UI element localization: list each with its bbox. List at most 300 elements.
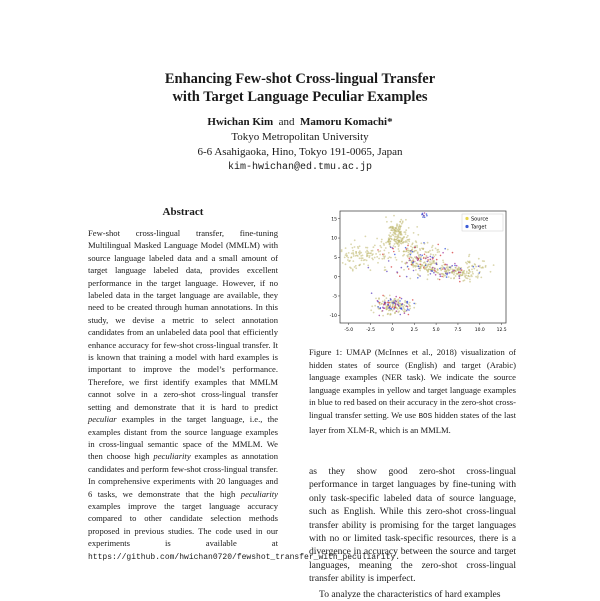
source-point [469, 276, 471, 278]
source-point [493, 264, 495, 266]
source-point [403, 269, 405, 271]
target-point [399, 300, 401, 302]
source-point [448, 276, 450, 278]
source-point [412, 242, 414, 244]
source-point [344, 257, 346, 259]
target-point [423, 267, 425, 269]
source-point [387, 313, 389, 315]
source-point [415, 241, 417, 243]
source-point [435, 254, 437, 256]
source-point [402, 255, 404, 257]
target-point [446, 276, 448, 278]
source-point [391, 300, 393, 302]
target-point [393, 251, 395, 253]
target-point [430, 259, 432, 261]
target-point [439, 279, 441, 281]
source-point [390, 232, 392, 234]
target-point [406, 310, 408, 312]
target-point [396, 271, 398, 273]
source-point [398, 244, 400, 246]
source-point [461, 275, 463, 277]
source-point [395, 257, 397, 259]
source-point [352, 252, 354, 254]
target-point [394, 254, 396, 256]
source-point [393, 215, 395, 217]
source-point [376, 256, 378, 258]
source-point [409, 308, 411, 310]
caption-bos: BOS [418, 412, 433, 421]
source-point [381, 303, 383, 305]
source-point [355, 255, 357, 257]
source-point [416, 246, 418, 248]
source-point [424, 261, 426, 263]
source-point [401, 238, 403, 240]
source-point [381, 241, 383, 243]
target-point [449, 272, 451, 274]
source-point [350, 243, 352, 245]
source-point [345, 247, 347, 249]
y-tick-label: 5 [334, 255, 337, 261]
source-point [366, 260, 368, 262]
source-point [398, 240, 400, 242]
target-point [420, 258, 422, 260]
source-point [389, 256, 391, 258]
source-point [401, 261, 403, 263]
x-tick-label: 10.0 [474, 328, 485, 333]
target-point [401, 267, 403, 269]
y-axis-ticks [330, 216, 340, 319]
source-point [415, 265, 417, 267]
target-point [411, 264, 413, 266]
source-point [387, 258, 389, 260]
source-point [402, 222, 404, 224]
legend-target-marker [465, 225, 468, 228]
abstract-p3: examples as annotation candidates and perform few-shot cross-lingual transfer. In comprehensive experiments with 20 languages and 6 tasks, we demonstrate that the high [88, 451, 278, 499]
source-point [419, 248, 421, 250]
x-tick-label: -2.5 [366, 328, 375, 333]
target-point [442, 252, 444, 254]
target-point [384, 303, 386, 305]
source-point [409, 278, 411, 280]
address: 6-6 Asahigaoka, Hino, Tokyo 191-0065, Japan [197, 146, 403, 158]
source-point [443, 262, 445, 264]
target-point [427, 261, 429, 263]
source-point [450, 277, 452, 279]
target-point [407, 266, 409, 268]
source-point [419, 260, 421, 262]
source-point [403, 236, 405, 238]
target-point [440, 275, 442, 277]
source-point [416, 226, 418, 228]
source-point [453, 277, 455, 279]
target-point [413, 303, 415, 305]
source-point [408, 304, 410, 306]
source-point [384, 299, 386, 301]
source-point [385, 247, 387, 249]
source-point [427, 270, 429, 272]
target-point [449, 267, 451, 269]
source-point [490, 271, 492, 273]
target-point [419, 264, 421, 266]
source-point [414, 261, 416, 263]
source-point [359, 245, 361, 247]
target-point [410, 254, 412, 256]
source-point [378, 258, 380, 260]
target-point [420, 254, 422, 256]
target-point [377, 306, 379, 308]
source-point [403, 250, 405, 252]
abstract-peculiarity-2: peculiarity [240, 488, 278, 499]
source-point [429, 266, 431, 268]
target-point [399, 275, 401, 277]
target-point [400, 314, 402, 316]
source-point [367, 247, 369, 249]
target-point [479, 272, 481, 274]
source-point [442, 260, 444, 262]
source-point [373, 246, 375, 248]
source-point [476, 269, 478, 271]
target-point [444, 264, 446, 266]
source-point [404, 304, 406, 306]
y-tick-label: -5 [332, 294, 337, 300]
source-point [393, 234, 395, 236]
target-point [421, 214, 423, 216]
target-point [434, 268, 436, 270]
author-2: Mamoru Komachi* [300, 116, 393, 128]
target-point [423, 215, 425, 217]
author-and: and [278, 116, 295, 128]
source-point [417, 234, 419, 236]
source-point [433, 261, 435, 263]
source-point [397, 308, 399, 310]
source-point [350, 267, 352, 269]
source-point [345, 263, 347, 265]
source-point [398, 310, 400, 312]
target-point [418, 265, 420, 267]
target-point [427, 259, 429, 261]
source-point [379, 254, 381, 256]
source-point [463, 270, 465, 272]
source-point [469, 281, 471, 283]
source-point [372, 250, 374, 252]
source-point [430, 253, 432, 255]
target-point [425, 257, 427, 259]
target-point [432, 258, 434, 260]
code-url-link[interactable]: https://github.com/hwichan0720/fewshot_transfer_with_peculiarity. [88, 552, 401, 562]
target-point [444, 248, 446, 250]
source-point [394, 243, 396, 245]
source-point [399, 306, 401, 308]
y-tick-label: 15 [331, 217, 337, 223]
source-point [363, 263, 365, 265]
source-point [381, 258, 383, 260]
target-point [377, 249, 379, 251]
abstract-p4: examples improve the target language accuracy compared to other candidate selection methods proposed in previous studies. The code used in our experiments is available at [88, 500, 278, 549]
x-tick-label: 7.5 [454, 328, 462, 333]
source-point [378, 251, 380, 253]
target-point [390, 246, 392, 248]
target-point [405, 247, 407, 249]
source-point [403, 241, 405, 243]
target-point [410, 250, 412, 252]
source-point [388, 241, 390, 243]
target-point [424, 212, 426, 214]
source-point [384, 250, 386, 252]
target-point [461, 269, 463, 271]
abstract-peculiarity-1: peculiarity [153, 451, 191, 462]
source-point [399, 237, 401, 239]
target-point [386, 271, 388, 273]
source-point [378, 298, 380, 300]
target-point [459, 281, 461, 283]
source-point [408, 241, 410, 243]
source-point [378, 308, 380, 310]
source-point [388, 252, 390, 254]
source-point [352, 260, 354, 262]
source-point [474, 264, 476, 266]
target-point [419, 275, 421, 277]
source-point [365, 236, 367, 238]
source-point [353, 255, 355, 257]
source-point [412, 258, 414, 260]
target-point [422, 216, 424, 218]
target-point [407, 245, 409, 247]
source-point [414, 250, 416, 252]
source-point [348, 252, 350, 254]
target-point [459, 277, 461, 279]
source-point [381, 239, 383, 241]
source-point [455, 267, 457, 269]
source-point [420, 266, 422, 268]
source-point [361, 259, 363, 261]
source-point [405, 219, 407, 221]
source-point [367, 255, 369, 257]
target-point [379, 302, 381, 304]
source-point [389, 295, 391, 297]
target-point [445, 272, 447, 274]
target-point [451, 265, 453, 267]
source-point [397, 243, 399, 245]
source-point [468, 273, 470, 275]
target-point [478, 265, 480, 267]
body-paragraph-2: To analyze the characteristics of hard examples [319, 588, 501, 600]
source-point [382, 301, 384, 303]
source-point [400, 219, 402, 221]
author-block [0, 115, 600, 175]
target-point [377, 300, 379, 302]
source-point [395, 241, 397, 243]
source-point [413, 232, 415, 234]
target-point [418, 268, 420, 270]
target-point [423, 242, 425, 244]
target-point [380, 307, 382, 309]
source-point [354, 246, 356, 248]
source-point [374, 257, 376, 259]
source-point [472, 271, 474, 273]
source-point [395, 230, 397, 232]
source-point [417, 253, 419, 255]
caption-part-b: hidden states of the last layer from XLM-R, which is an MMLM. [309, 409, 516, 435]
source-point [370, 269, 372, 271]
target-point [408, 314, 410, 316]
target-point [417, 260, 419, 262]
source-point [453, 272, 455, 274]
target-point [433, 272, 435, 274]
source-point [477, 275, 479, 277]
target-point [401, 298, 403, 300]
source-point [389, 304, 391, 306]
source-point [371, 254, 373, 256]
source-point [395, 239, 397, 241]
source-point [392, 310, 394, 312]
source-point [408, 227, 410, 229]
source-point [466, 272, 468, 274]
source-point [385, 216, 387, 218]
target-point [454, 265, 456, 267]
target-point [406, 262, 408, 264]
source-point [431, 246, 433, 248]
source-point [431, 260, 433, 262]
target-point [389, 306, 391, 308]
target-point [408, 309, 410, 311]
target-point [382, 295, 384, 297]
source-point [359, 257, 361, 259]
legend [462, 214, 503, 231]
y-tick-label: 0 [334, 275, 337, 281]
source-point [465, 262, 467, 264]
x-tick-label: -5.0 [344, 328, 354, 333]
source-point [396, 259, 398, 261]
source-point [369, 253, 371, 255]
target-point [393, 302, 395, 304]
source-point [462, 272, 464, 274]
target-point [382, 310, 384, 312]
source-point [406, 241, 408, 243]
source-point [372, 259, 374, 261]
source-point [443, 273, 445, 275]
source-point [453, 274, 455, 276]
target-point [397, 304, 399, 306]
source-point [482, 266, 484, 268]
source-point [386, 297, 388, 299]
paper-title [0, 70, 600, 106]
source-point [424, 251, 426, 253]
target-point [391, 266, 393, 268]
source-point [385, 307, 387, 309]
target-point [414, 247, 416, 249]
target-point [426, 213, 428, 215]
legend-target-label: Target [471, 224, 487, 231]
target-point [435, 274, 437, 276]
source-point [401, 243, 403, 245]
source-point [357, 247, 359, 249]
source-point [383, 258, 385, 260]
source-point [371, 305, 373, 307]
source-point [342, 262, 344, 264]
target-point [406, 305, 408, 307]
source-point [429, 261, 431, 263]
source-point [390, 229, 392, 231]
target-point [440, 255, 442, 257]
target-point [412, 299, 414, 301]
source-point [469, 254, 471, 256]
source-point [437, 278, 439, 280]
source-point [447, 249, 449, 251]
source-point [399, 225, 401, 227]
source-point [394, 246, 396, 248]
source-point [435, 248, 437, 250]
target-point [409, 259, 411, 261]
source-point [374, 305, 376, 307]
target-point [408, 268, 410, 270]
source-point [394, 239, 396, 241]
source-point [407, 235, 409, 237]
source-point [400, 240, 402, 242]
source-point [389, 309, 391, 311]
source-point [428, 251, 430, 253]
source-point [352, 250, 354, 252]
source-point [374, 245, 376, 247]
target-point [382, 254, 384, 256]
figure-caption [309, 346, 516, 436]
source-point [406, 250, 408, 252]
source-point [441, 265, 443, 267]
x-tick-label: 0 [390, 328, 394, 333]
source-point [385, 242, 387, 244]
target-point [395, 296, 397, 298]
body-text [309, 465, 516, 601]
target-point [409, 258, 411, 260]
target-point [395, 300, 397, 302]
source-point [393, 245, 395, 247]
source-point [427, 278, 429, 280]
source-point [405, 233, 407, 235]
target-point [460, 272, 462, 274]
source-point [446, 267, 448, 269]
target-point [446, 264, 448, 266]
source-point [427, 242, 429, 244]
target-point [395, 303, 397, 305]
target-point [439, 268, 441, 270]
source-point [468, 275, 470, 277]
source-point [471, 269, 473, 271]
source-point [421, 248, 423, 250]
source-point [355, 267, 357, 269]
target-point [413, 270, 415, 272]
source-point [385, 269, 387, 271]
source-point [413, 307, 415, 309]
target-point [407, 308, 409, 310]
legend-source-marker [465, 217, 468, 220]
source-point [399, 234, 401, 236]
source-point [458, 266, 460, 268]
target-point [401, 308, 403, 310]
source-point [410, 246, 412, 248]
legend-source-label: Source [471, 216, 489, 223]
target-point [434, 270, 436, 272]
target-point [417, 257, 419, 259]
source-point [388, 243, 390, 245]
target-point [404, 312, 406, 314]
author-email: kim-hwichan@ed.tmu.ac.jp [227, 162, 373, 173]
target-point [412, 251, 414, 253]
target-point [401, 304, 403, 306]
source-point [432, 249, 434, 251]
source-point [382, 315, 384, 317]
source-point [358, 265, 360, 267]
source-point [399, 228, 401, 230]
source-point [436, 249, 438, 251]
